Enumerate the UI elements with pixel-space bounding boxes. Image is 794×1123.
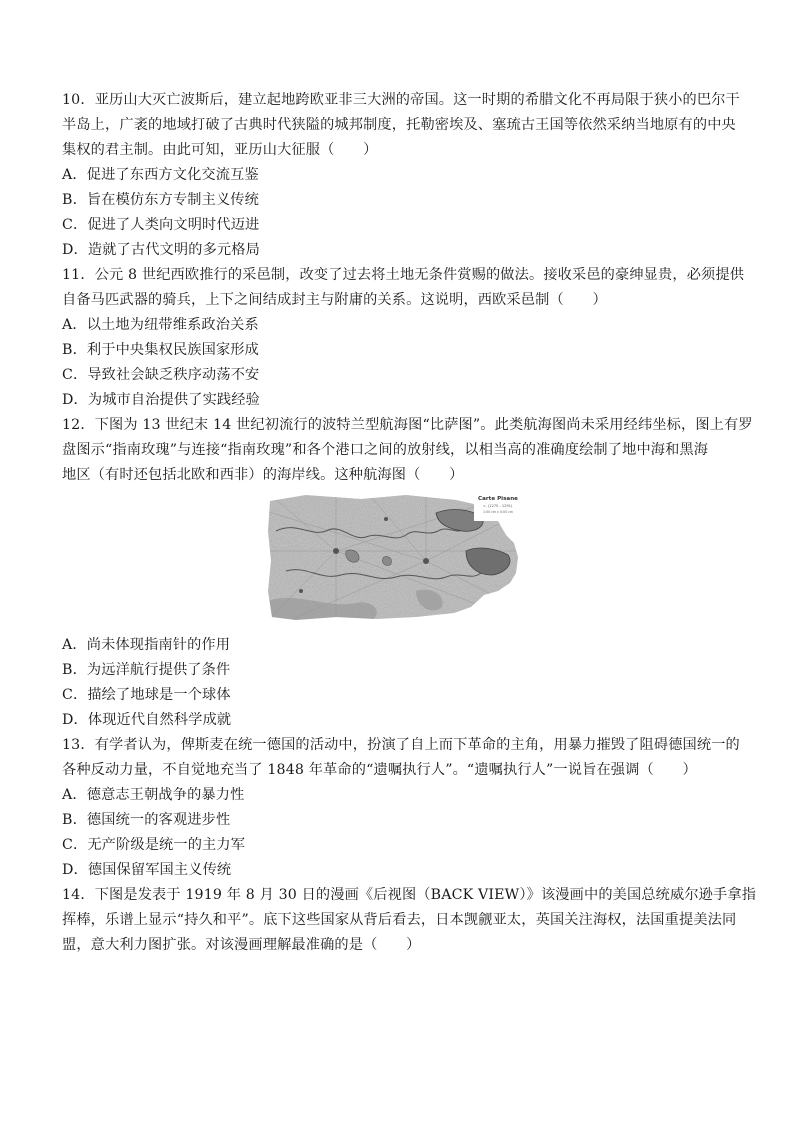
q12-stem-line-3: 地区（有时还包括北欧和西非）的海岸线。这种航海图（ ）: [62, 467, 464, 483]
figure-caption-title: Carte Pisane: [478, 496, 518, 502]
q12-option-c: C．描绘了地球是一个球体: [62, 687, 231, 703]
q11-stem-line-2: 自备马匹武器的骑兵，上下之间结成封主与附庸的关系。这说明，西欧采邑制（ ）: [62, 292, 607, 308]
q11-option-c: C．导致社会缺乏秩序动荡不安: [62, 367, 260, 383]
q10-stem-line-3: 集权的君主制。由此可知，亚历山大征服（ ）: [62, 142, 378, 158]
q10-stem-line-1: 10．亚历山大灭亡波斯后，建立起地跨欧亚非三大洲的帝国。这一时期的希腊文化不再局限于狭小的巴尔干: [62, 92, 740, 108]
figure-caption-date: c. (1275 - 1291): [483, 504, 513, 508]
q11-option-d: D．为城市自治提供了实践经验: [62, 392, 260, 408]
q11-stem-line-1: 11．公元 8 世纪西欧推行的采邑制，改变了过去将土地无条件赏赐的做法。接收采邑的豪绅显贵，必须提供: [62, 267, 745, 283]
q10-option-d: D．造就了古代文明的多元格局: [62, 242, 260, 258]
q14-stem-line-3: 盟，意大利力图扩张。对该漫画理解最准确的是（ ）: [62, 937, 421, 953]
q13-option-b: B．德国统一的客观进步性: [62, 812, 231, 828]
pisan-chart-image: [266, 491, 524, 622]
q12-option-d: D．体现近代自然科学成就: [62, 712, 232, 728]
q10-option-a: A．促进了东西方文化交流互鉴: [62, 167, 259, 183]
q13-stem-line-2: 各种反动力量，不自觉地充当了 1848 年革命的“遗嘱执行人”。“遗嘱执行人”一说旨在强调（ ）: [62, 762, 697, 778]
q13-option-d: D．德国保留军国主义传统: [62, 862, 232, 878]
q11-option-a: A．以土地为纽带维系政治关系: [62, 317, 259, 333]
q14-stem-line-1: 14．下图是发表于 1919 年 8 月 30 日的漫画《后视图（BACK VIEW）》该漫画中的美国总统威尔逊手拿指: [62, 887, 757, 903]
q13-option-c: C．无产阶级是统一的主力军: [62, 837, 246, 853]
q12-stem-line-2: 盘图示“指南玫瑰”与连接“指南玫瑰”和各个港口之间的放射线，以相当高的准确度绘制了地中海和黑海: [62, 442, 709, 458]
figure-caption-size: 1:00 cm x 0:00 cm: [483, 510, 513, 514]
q10-stem-line-2: 半岛上，广袤的地域打破了古典时代狭隘的城邦制度，托勒密埃及、塞琉古王国等依然采纳当地原有的中央: [62, 117, 736, 133]
q10-option-c: C．促进了人类向文明时代迈进: [62, 217, 260, 233]
q14-stem-line-2: 挥棒，乐谱上显示“持久和平”。底下这些国家从背后看去，日本觊觎亚太，英国关注海权，法国重提美法同: [62, 912, 737, 928]
q13-stem-line-1: 13．有学者认为，俾斯麦在统一德国的活动中，扮演了自上而下革命的主角，用暴力摧毁了阻碍德国统一的: [62, 737, 740, 753]
q10-option-b: B．旨在模仿东方专制主义传统: [62, 192, 259, 208]
q11-option-b: B．利于中央集权民族国家形成: [62, 342, 259, 358]
q13-option-a: A．德意志王朝战争的暴力性: [62, 787, 245, 803]
q12-option-b: B．为远洋航行提供了条件: [62, 662, 231, 678]
q12-stem-line-1: 12．下图为 13 世纪末 14 世纪初流行的波特兰型航海图“比萨图”。此类航海图尚未采用经纬坐标，图上有罗: [62, 417, 753, 433]
q12-option-a: A．尚未体现指南针的作用: [62, 637, 231, 653]
